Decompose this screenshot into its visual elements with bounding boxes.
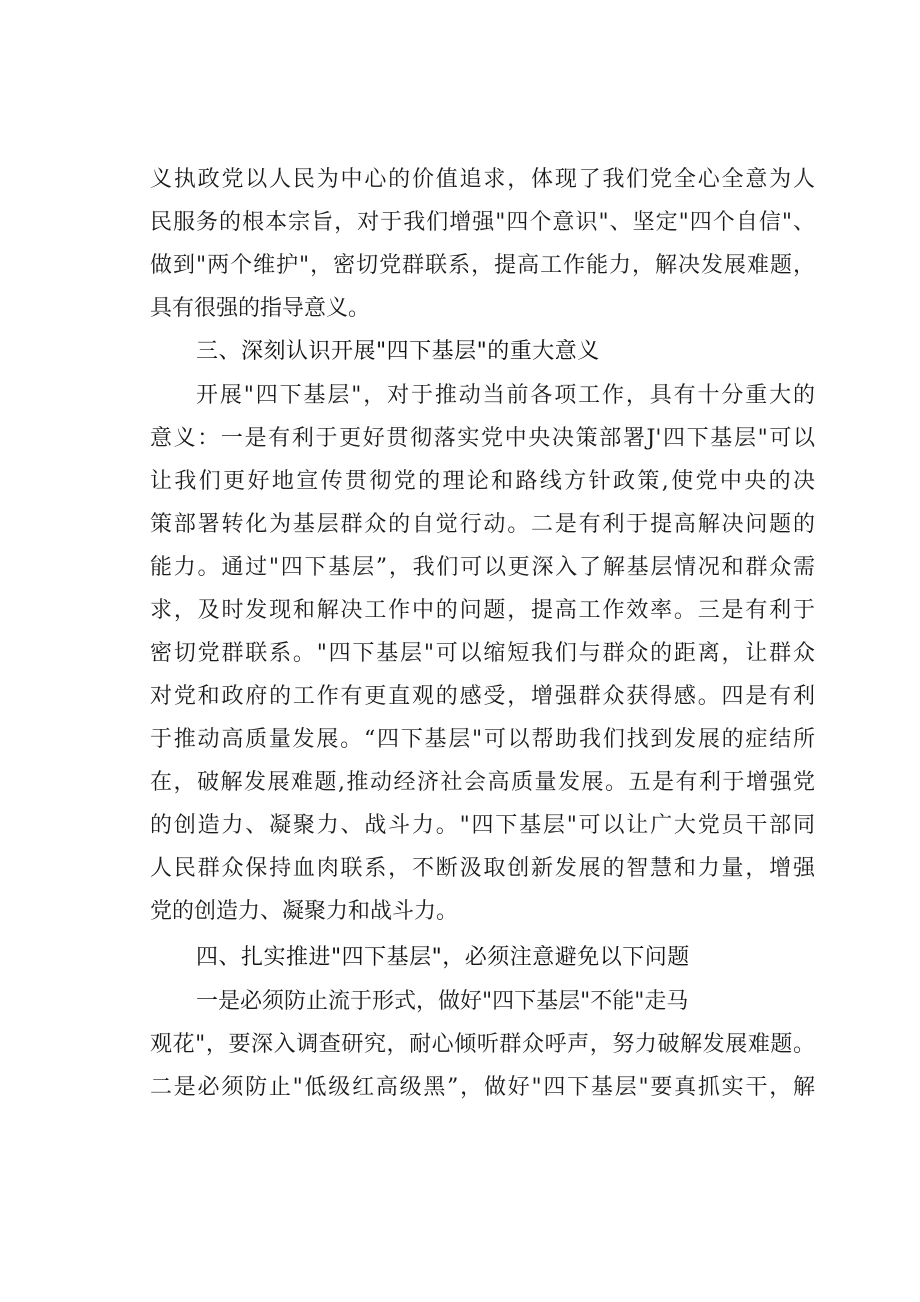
section-3-heading: 三、深刻认识开展"四下基层"的重大意义 xyxy=(196,339,600,364)
intro-line-4: 具有很强的指导意义。 xyxy=(150,296,371,321)
section-4-heading: 四、扎实推进"四下基层"，必须注意避免以下问题 xyxy=(196,945,690,970)
intro-line-1: 义执政党以人民为中心的价值追求，体现了我们党全心全意为人 xyxy=(150,167,815,192)
intro-line-3: 做到"两个维护"，密切党群联系，提高工作能力，解决发展难题， xyxy=(150,253,815,278)
section-3-line-5: 能力。通过"四下基层”，我们可以更深入了解基层情况和群众需 xyxy=(150,555,815,580)
section-3-line-9: 于推动高质量发展。“四下基层"可以帮助我们找到发展的症结所 xyxy=(150,727,815,752)
section-3-line-3: 让我们更好地宣传贯彻党的理论和路线方针政策,使党中央的决 xyxy=(150,469,815,494)
section-3-line-12: 人民群众保持血肉联系，不断汲取创新发展的智慧和力量，增强 xyxy=(150,856,815,881)
section-3-line-13: 党的创造力、凝聚力和战斗力。 xyxy=(150,899,459,924)
section-3-line-11: 的创造力、凝聚力、战斗力。"四下基层"可以让广大党员干部同 xyxy=(150,813,815,838)
section-3-line-4: 策部署转化为基层群众的自觉行动。二是有利于提高解决问题的 xyxy=(150,512,815,537)
section-3-line-7: 密切党群联系。"四下基层"可以缩短我们与群众的距离，让群众 xyxy=(150,641,815,666)
intro-line-2: 民服务的根本宗旨，对于我们增强"四个意识"、坚定"四个自信"、 xyxy=(150,210,815,235)
section-4-line-1: 一是必须防止流于形式，做好"四下基层"不能"走马 xyxy=(196,989,689,1014)
section-3-line-6: 求，及时发现和解决工作中的问题，提高工作效率。三是有利于 xyxy=(150,598,815,623)
section-4-line-3: 二是必须防止"低级红高级黑”，做好"四下基层"要真抓实干，解 xyxy=(150,1075,815,1100)
section-3-line-10: 在，破解发展难题,推动经济社会高质量发展。五是有利于增强党 xyxy=(150,770,815,795)
section-3-line-8: 对党和政府的工作有更直观的感受，增强群众获得感。四是有利 xyxy=(150,684,815,709)
section-4-line-2: 观花"，要深入调查研究，耐心倾听群众呼声，努力破解发展难题。 xyxy=(150,1032,815,1057)
section-3-line-1: 开展"四下基层"，对于推动当前各项工作，具有十分重大的 xyxy=(196,383,815,408)
section-3-line-2: 意义：一是有利于更好贯彻落实党中央决策部署J'四下基层"可以 xyxy=(150,426,815,451)
